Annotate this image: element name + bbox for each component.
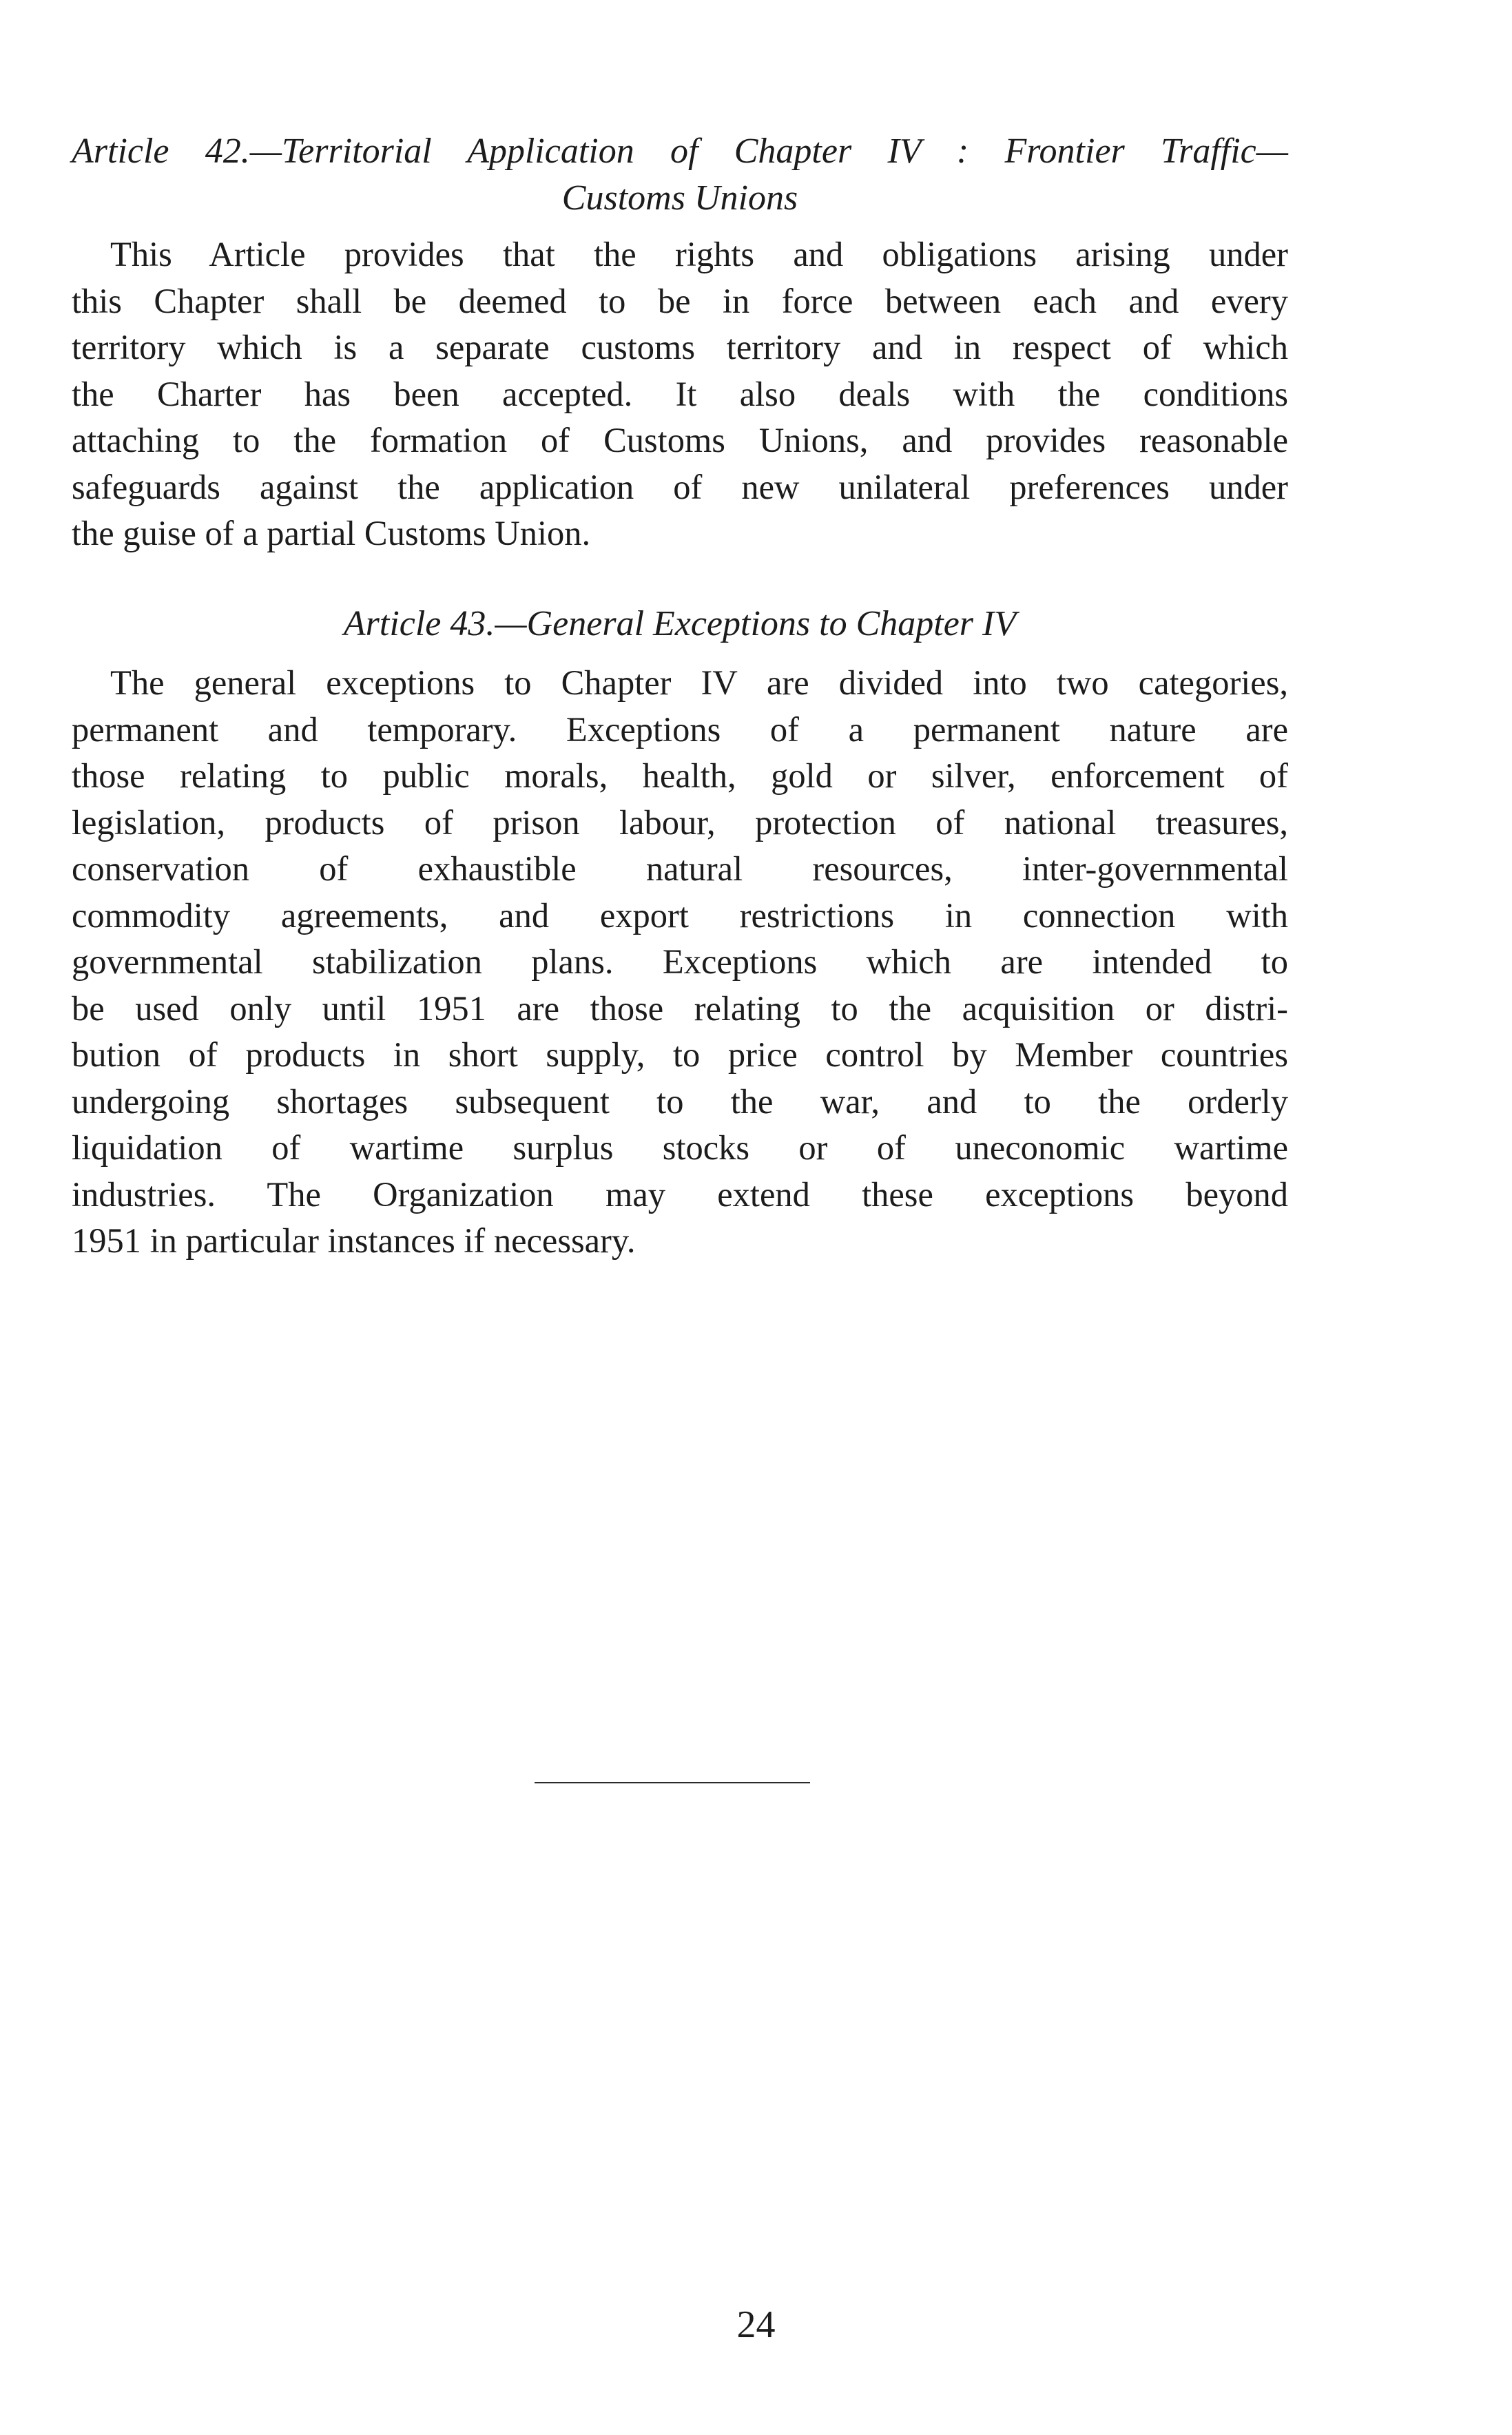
article-42-line: the Charter has been accepted. It also deals with the conditions [72,374,1288,413]
article-42-line: territory which is a separate customs territory and in respect of which [72,328,1288,366]
article-42-line: attaching to the formation of Customs Unions, and provides reasonable [72,421,1288,459]
article-43-line: conservation of exhaustible natural resources, inter-governmental [72,849,1288,888]
article-42-heading [72,128,1288,222]
article-43-line: governmental stabilization plans. Exceptions which are intended to [72,942,1288,981]
article-43-line: 1951 in particular instances if necessary. [72,1221,636,1260]
article-43-heading-line: Article 43.—General Exceptions to Chapter IV [343,604,1017,643]
article-43-line: be used only until 1951 are those relating to the acquisition or distri- [72,988,1288,1028]
article-43-line: liquidation of wartime surplus stocks or of uneconomic wartime [72,1128,1288,1167]
article-43-heading [72,601,1288,647]
article-43-line: those relating to public morals, health, gold or silver, enforcement of [72,756,1288,795]
article-42-line: This Article provides that the rights and obligations arising under [110,235,1288,273]
article-42-line: this Chapter shall be deemed to be in force between each and every [72,281,1288,320]
article-42-heading-line-1: Article 42.—Territorial Application of Chapter IV : Frontier Traffic— [72,132,1288,171]
article-42-line: the guise of a partial Customs Union. [72,514,591,552]
article-43-line: permanent and temporary. Exceptions of a permanent nature are [72,709,1288,749]
article-43-line: The general exceptions to Chapter IV are divided into two categories, [110,663,1288,702]
article-42-body [72,231,1288,557]
article-43-line: legislation, products of prison labour, protection of national treasures, [72,802,1288,842]
page-number: 24 [736,2303,776,2346]
article-43-line: commodity agreements, and export restrictions in connection with [72,895,1288,935]
article-43-line: industries. The Organization may extend these exceptions beyond [72,1174,1288,1214]
article-43-body [72,660,1288,1265]
article-42-heading-line-2: Customs Unions [561,178,798,218]
article-42-line: safeguards against the application of new unilateral preferences under [72,467,1288,506]
article-43-line: undergoing shortages subsequent to the war, and to the orderly [72,1081,1288,1121]
section-divider-rule [535,1782,810,1783]
article-43-line: bution of products in short supply, to price control by Member countries [72,1035,1288,1074]
